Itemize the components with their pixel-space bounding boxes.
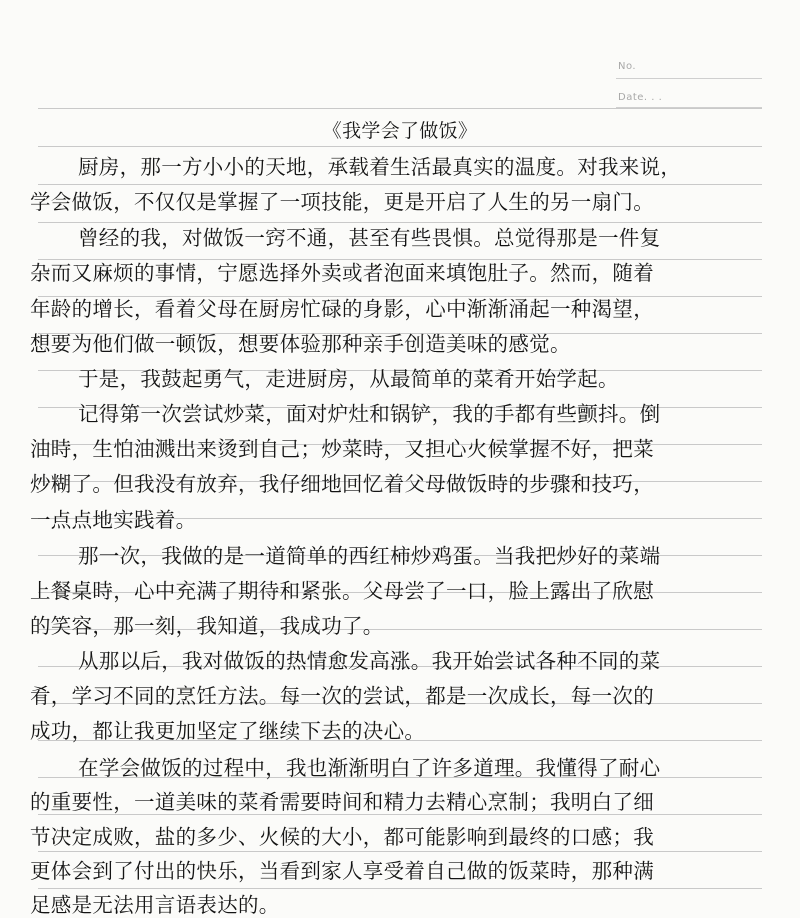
essay-line: 厨房，那一方小小的天地，承载着生活最真实的温度。对我来说，: [78, 155, 682, 179]
number-label: No.: [618, 61, 637, 72]
essay-line: 一点点地实践着。: [30, 508, 197, 532]
essay-line: 节决定成败，盐的多少、火候的大小，都可能影响到最终的口感；我: [30, 825, 654, 849]
essay-line: 于是，我鼓起勇气，走进厨房，从最简单的菜肴开始学起。: [78, 367, 619, 391]
essay-line: 更体会到了付出的快乐，当看到家人享受着自己做的饭菜時，那种满: [30, 859, 654, 883]
essay-line: 那一次，我做的是一道简单的西红柿炒鸡蛋。当我把炒好的菜端: [78, 544, 661, 568]
ruled-line: [38, 146, 762, 147]
essay-line: 的笑容，那一刻，我知道，我成功了。: [30, 614, 384, 638]
number-line: [616, 78, 762, 79]
essay-line: 学会做饭，不仅仅是掌握了一项技能，更是开启了人生的另一扇门。: [30, 190, 654, 214]
essay-title: 《我学会了做饭》: [322, 120, 478, 142]
essay-line: 杂而又麻烦的事情，宁愿选择外卖或者泡面来填饱肚子。然而，随着: [30, 261, 654, 285]
ruled-line: [38, 184, 762, 185]
essay-line: 炒糊了。但我没有放弃，我仔细地回忆着父母做饭時的步骤和技巧，: [30, 472, 654, 496]
ruled-line: [38, 851, 762, 852]
ruled-line: [38, 222, 762, 223]
essay-line: 曾经的我，对做饭一窍不通，甚至有些畏惧。总觉得那是一件复: [78, 226, 661, 250]
essay-line: 在学会做饭的过程中，我也渐渐明白了许多道理。我懂得了耐心: [78, 756, 661, 780]
essay-line: 油時，生怕油溅出来烫到自己；炒菜時，又担心火候掌握不好，把菜: [30, 437, 654, 461]
essay-line: 的重要性，一道美味的菜肴需要時间和精力去精心烹制；我明白了细: [30, 790, 654, 814]
ruled-line: [38, 108, 762, 109]
essay-line: 年龄的增长，看着父母在厨房忙碌的身影，心中渐渐涌起一种渴望，: [30, 297, 654, 321]
essay-line: 上餐桌時，心中充满了期待和紧张。父母尝了一口，脸上露出了欣慰: [30, 579, 654, 603]
essay-line: 成功，都让我更加坚定了继续下去的决心。: [30, 719, 426, 743]
ruled-line: [38, 888, 762, 889]
essay-line: 想要为他们做一顿饭，想要体验那种亲手创造美味的感觉。: [30, 332, 571, 356]
essay-line: 肴，学习不同的烹饪方法。每一次的尝试，都是一次成长，每一次的: [30, 684, 654, 708]
essay-line: 足感是无法用言语表达的。: [30, 893, 280, 917]
date-label: Date. . .: [618, 92, 663, 103]
essay-line: 记得第一次尝试炒菜，面对炉灶和锅铲，我的手都有些颤抖。倒: [78, 402, 661, 426]
essay-line: 从那以后，我对做饭的热情愈发高涨。我开始尝试各种不同的菜: [78, 649, 661, 673]
